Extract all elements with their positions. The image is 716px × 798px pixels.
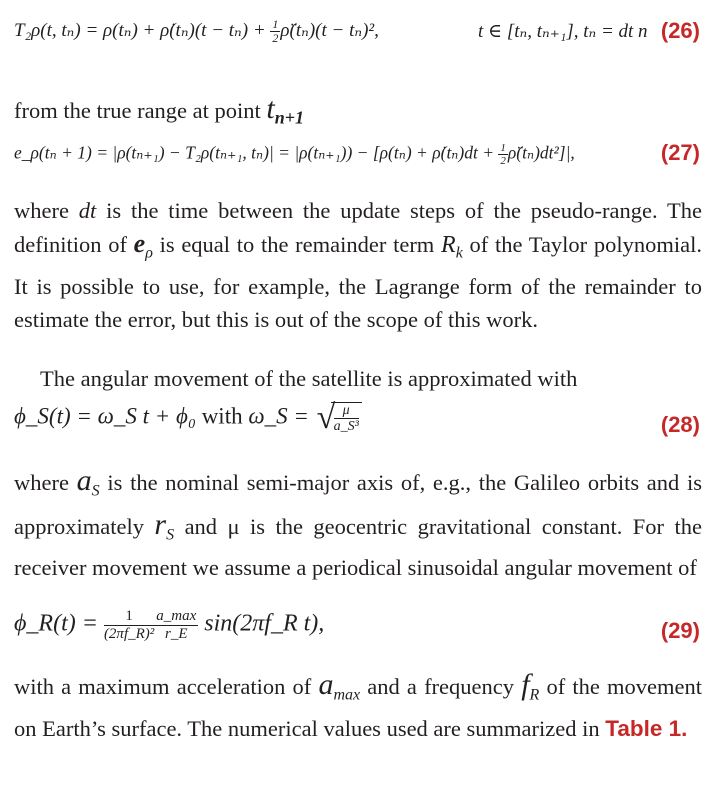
equation-number-28: (28) [660, 412, 700, 437]
var-e-subscript: ρ [145, 244, 153, 262]
equation-29 [14, 608, 324, 642]
fraction-numerator: a_max [156, 608, 197, 624]
equation-29-rhs: sin(2πf_R t), [204, 610, 325, 637]
equation-number-27: (27) [660, 140, 700, 165]
equation-27-half [498, 142, 508, 167]
var-e: e [133, 229, 146, 258]
equation-26-rhs: ρ̈(tₙ)(t − tₙ)², [280, 20, 379, 42]
equation-26-half [270, 18, 280, 45]
var-a-subscript: S [91, 482, 100, 500]
paragraph-intro [14, 92, 702, 135]
para1-text-d: of the Taylor polynomial. It is possible to use, for example, the Lagrange form of the remainder to estimate the error, but this is out of the scope of this work. [14, 232, 703, 332]
para3-text-b: is the nominal semi-major axis of, e.g., the Galileo orbits and is approximately [14, 470, 702, 539]
paragraph-1 [14, 194, 702, 336]
para4-text-c: of the movement on Earth’s surface. The numerical values used are summarized in [14, 674, 703, 741]
equation-28 [14, 402, 362, 435]
para1-text-c: is equal to the remainder term [152, 232, 442, 257]
paragraph-3 [14, 464, 702, 584]
fraction-denominator: r_E [165, 625, 188, 642]
var-r-subscript: S [166, 526, 175, 543]
fraction-denominator: 2 [272, 31, 279, 46]
para3-text-a: where [14, 470, 77, 495]
equation-26-condition [478, 20, 648, 43]
var-R: R [441, 232, 456, 258]
var-dt: dt [78, 198, 97, 223]
sqrt-fraction [334, 403, 359, 435]
fraction-numerator: 1 [104, 608, 154, 626]
equation-27 [14, 142, 575, 167]
var-t-subscript: n+1 [274, 107, 305, 128]
equation-28-with: with [201, 403, 243, 429]
var-R-subscript: k [455, 244, 463, 262]
square-root [331, 402, 362, 435]
equation-27-rhs: ρ̈(tₙ)dt²]|, [507, 142, 575, 163]
para3-text-c: and μ is the geocentric gravitational constant. For the receiver movement we assume a periodical sinusoidal angular movement of [14, 513, 702, 580]
paragraph-2 [14, 362, 702, 395]
fraction-numerator: 1 [272, 17, 279, 31]
equation-28-lhs: ϕ_S(t) = ω_S t + ϕ₀ [14, 403, 196, 429]
equation-number-29: (29) [660, 618, 700, 643]
para4-text-b: and a frequency [360, 674, 522, 699]
fraction-numerator: √ μ [334, 403, 359, 419]
var-f: f [521, 668, 530, 701]
table-1-link[interactable]: Table 1. [605, 715, 688, 741]
equation-26-lhs: T₂ρ(t, tₙ) = ρ(tₙ) + ρ̇(tₙ)(t − tₙ) + [14, 20, 271, 42]
fraction-numerator: 1 [500, 142, 506, 154]
equation-number-26: (26) [660, 18, 700, 43]
para2-text: The angular movement of the satellite is approximated with [40, 366, 578, 391]
condition-text: t ∈ [tₙ, tₙ₊₁], tₙ = dt n [478, 21, 648, 42]
var-t: t [266, 92, 275, 125]
para1-text-a: where [14, 198, 79, 223]
fraction-denominator: (2πf_R)² [103, 625, 155, 642]
intro-text: from the true range at point [14, 98, 267, 123]
var-a: a [76, 464, 92, 497]
equation-29-fraction-2 [154, 608, 198, 642]
fraction-denominator: a_S³ [333, 419, 359, 435]
para1-text-b: is the time between the update steps of the pseudo-range. The definition of [14, 198, 702, 257]
paragraph-4 [14, 668, 702, 745]
var-f-subscript: R [529, 686, 540, 704]
var-r: r [154, 507, 167, 541]
para4-text-a: with a maximum acceleration of [14, 674, 319, 699]
equation-28-rhs: ω_S = [248, 403, 309, 429]
var-amax-subscript: max [333, 686, 361, 704]
equation-29-lhs: ϕ_R(t) = [14, 610, 98, 637]
var-amax: a [318, 668, 334, 701]
fraction-denominator: 2 [500, 155, 506, 168]
equation-27-lhs: e_ρ(tₙ + 1) = |ρ(tₙ₊₁) − T₂ρ(tₙ₊₁, tₙ)| = |ρ(tₙ₊₁)) − [ρ(tₙ) + ρ̇(tₙ)dt + [14, 142, 499, 163]
equation-26 [14, 18, 379, 45]
equation-29-fraction-1 [104, 608, 154, 642]
